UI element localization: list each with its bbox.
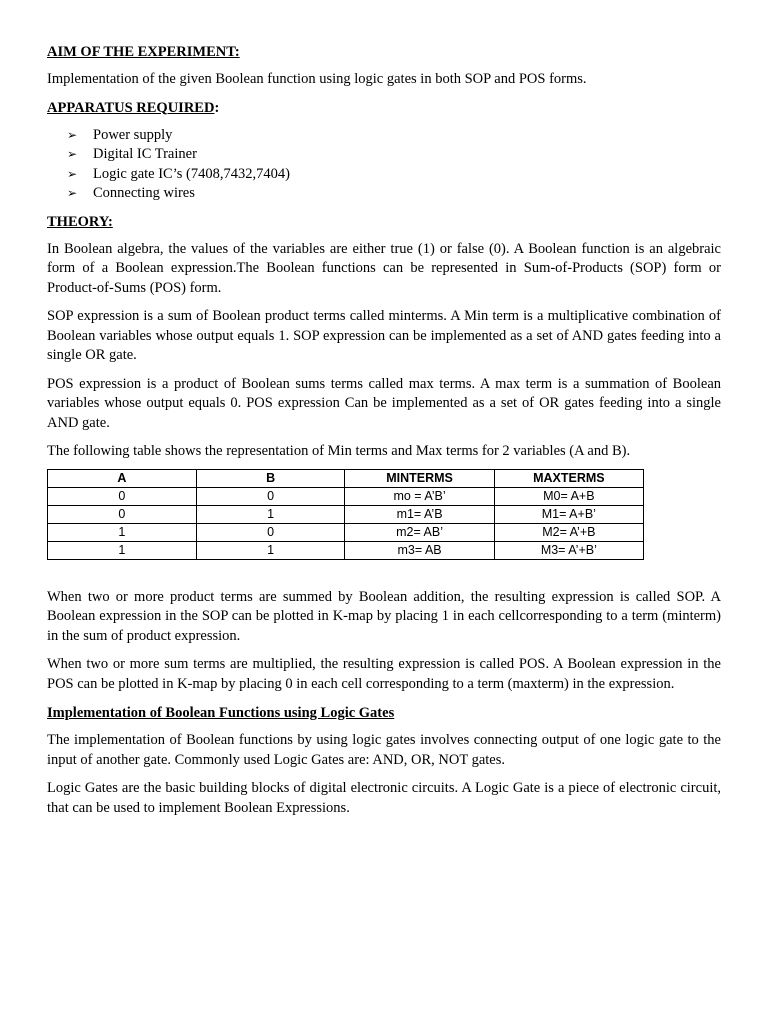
minterm-maxterm-table: [47, 469, 644, 560]
list-item: ➢ Digital IC Trainer: [67, 145, 721, 165]
table-row: [48, 505, 644, 523]
table-cell: M3= A’+B’: [494, 541, 643, 559]
implementation-paragraph-2: Logic Gates are the basic building blocks of digital electronic circuits. A Logic Gate is a piece of electronic circuit, that can be used to implement Boolean Expressions.: [47, 780, 721, 816]
arrow-bullet-icon: ➢: [67, 166, 78, 181]
list-item: ➢ Logic gate IC’s (7408,7432,7404): [67, 165, 721, 185]
table-cell: 0: [48, 505, 197, 523]
theory-paragraph-4: The following table shows the representation of Min terms and Max terms for 2 variables (A and B).: [47, 443, 631, 459]
arrow-bullet-icon: ➢: [67, 186, 78, 200]
table-cell: 1: [48, 541, 197, 559]
table-cell: 0: [48, 487, 197, 505]
list-item: ➢ Power supply: [67, 126, 721, 146]
theory-paragraph-3: POS expression is a product of Boolean sums terms called max terms. A max term is a summation of Boolean variables whose output equals 0. POS expression Can be implemented as a set of OR gates feeding into a single AND gate.: [47, 375, 721, 431]
table-row: [48, 487, 644, 505]
apparatus-colon: :: [214, 99, 220, 116]
implementation-heading: Implementation of Boolean Functions using Logic Gates: [47, 705, 395, 721]
table-header-row: [48, 469, 644, 487]
table-cell: 1: [196, 505, 345, 523]
column-header-b: B: [196, 469, 345, 487]
table-cell: M1= A+B’: [494, 505, 643, 523]
table-cell: mo = A’B’: [345, 487, 494, 505]
apparatus-heading-line: [47, 98, 721, 118]
table-cell: M0= A+B: [494, 487, 643, 505]
apparatus-list: [47, 126, 721, 204]
table-cell: m2= AB’: [345, 523, 494, 541]
aim-text: Implementation of the given Boolean function using logic gates in both SOP and POS forms.: [47, 71, 587, 87]
table-cell: 0: [196, 487, 345, 505]
table-cell: 0: [196, 523, 345, 541]
arrow-bullet-icon: ➢: [67, 147, 78, 161]
table-cell: m1= A’B: [345, 505, 494, 523]
sop-paragraph: When two or more product terms are summed by Boolean addition, the resulting expression is called SOP. A Boolean expression in the SOP can be plotted in K-map by placing 1 in each cellcorresponding to a term (minterm) in the sum of product expression.: [47, 588, 721, 644]
theory-paragraph-1: In Boolean algebra, the values of the variables are either true (1) or false (0). A Boolean function is an algebraic form of a Boolean expression.The Boolean functions can be represented in Sum-of-Products (SOP) form or Product-of-Sums (POS) form.: [47, 240, 721, 296]
theory-heading: THEORY:: [47, 213, 113, 230]
arrow-bullet-icon: ➢: [67, 127, 78, 142]
implementation-paragraph-1: The implementation of Boolean functions by using logic gates involves connecting output of one logic gate to the input of another gate. Commonly used Logic Gates are: AND, OR, NOT gates.: [47, 732, 721, 768]
document-page: [47, 42, 721, 818]
table-cell: M2= A’+B: [494, 523, 643, 541]
column-header-a: A: [48, 469, 197, 487]
table-cell: 1: [196, 541, 345, 559]
column-header-minterms: MINTERMS: [345, 469, 494, 487]
theory-paragraph-2: SOP expression is a sum of Boolean product terms called minterms. A Min term is a multiplicative combination of Boolean variables whose output equals 1. SOP expression can be implemented as a set of AND gates feeding into a single OR gate.: [47, 308, 721, 363]
table-row: [48, 523, 644, 541]
table-cell: 1: [48, 523, 197, 541]
list-item: ➢ Connecting wires: [67, 184, 721, 204]
aim-heading: AIM OF THE EXPERIMENT:: [47, 44, 240, 60]
table-cell: m3= AB: [345, 541, 494, 559]
table-row: [48, 541, 644, 559]
apparatus-heading: APPARATUS REQUIRED: [47, 99, 215, 116]
column-header-maxterms: MAXTERMS: [494, 469, 643, 487]
pos-paragraph: When two or more sum terms are multiplied, the resulting expression is called POS. A Boolean expression in the POS can be plotted in K-map by placing 0 in each cell corresponding to a term (maxterm) in the expression.: [47, 656, 721, 692]
